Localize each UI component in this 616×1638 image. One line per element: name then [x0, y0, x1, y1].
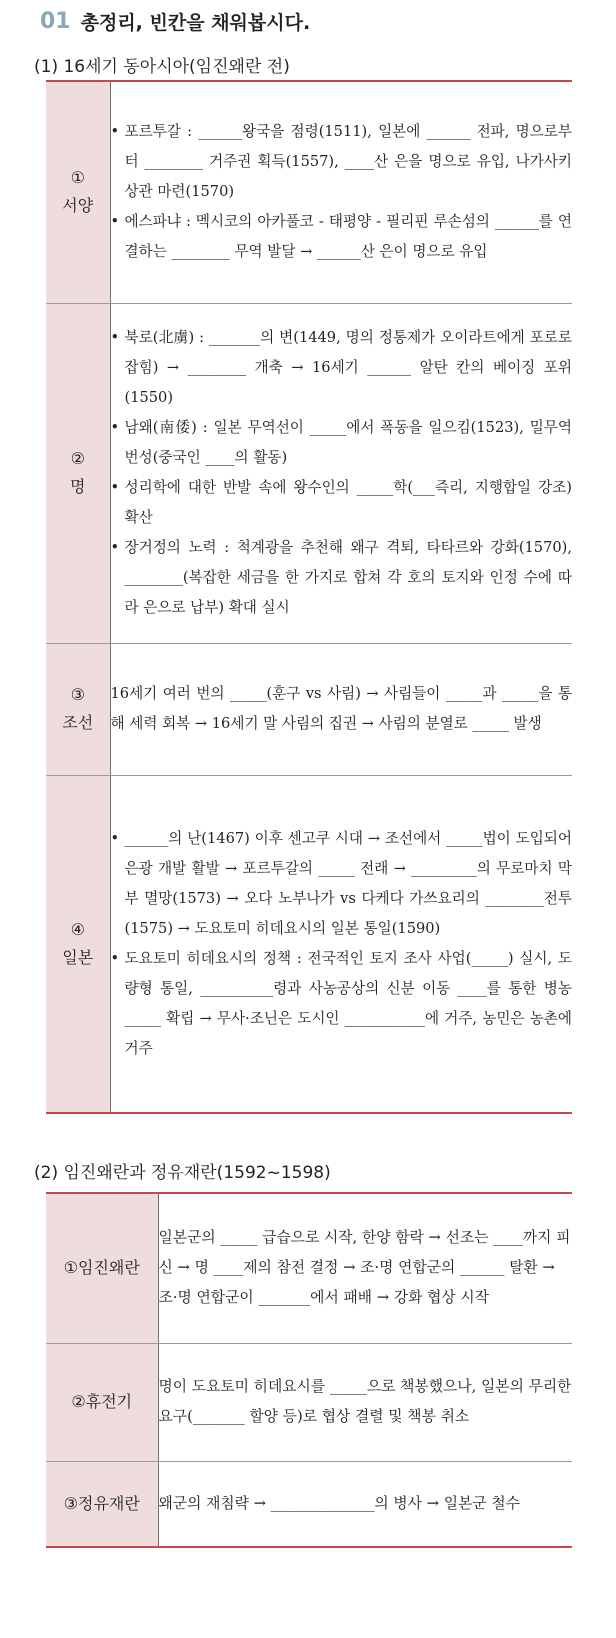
row-label-ming	[46, 303, 110, 643]
section1-table	[46, 80, 572, 1114]
row-title: 일본	[62, 947, 94, 967]
row-content-joseon: 16세기 여러 번의 _____(훈구 vs 사림) → 사림들이 _____과 _____을 통해 세력 회복 → 16세기 말 사림의 집권 → 사림의 분열로 _____ 발생	[110, 643, 572, 775]
row-content-imjin: 일본군의 _____ 급습으로 시작, 한양 함락 → 선조는 ____까지 피신 → 명 ____제의 참전 결정 → 조·명 연합군의 ______ 탈환 → 조·명 연합군이 _______에서 패배 → 강화 협상 시작	[158, 1193, 572, 1343]
exercise-header	[40, 6, 310, 36]
bullet-item: • 북로(北虜) : _______의 변(1449, 명의 정통제가 오이라트에게 포로로 잡힘) → ________ 개축 → 16세기 ______ 알탄 칸의 베이징 포위(1550)	[111, 323, 573, 413]
section2-title: (2) 임진왜란과 정유재란(1592~1598)	[34, 1163, 331, 1183]
section2-table	[46, 1192, 572, 1548]
row-label-truce: ②휴전기	[46, 1343, 158, 1461]
row-content-west	[110, 81, 572, 303]
table-row-truce	[46, 1343, 572, 1461]
bullet-item: • ______의 난(1467) 이후 센고쿠 시대 → 조선에서 _____법이 도입되어 은광 개발 활발 → 포르투갈의 _____ 전래 → _________의 무로마치 막부 멸망(1573) → 오다 노부나가 vs 다케다 가쓰요리의 ________전투(1575) → 도요토미 히데요시의 일본 통일(1590)	[111, 824, 573, 944]
row-title: 명	[70, 477, 86, 496]
row-label-imjin: ①임진왜란	[46, 1193, 158, 1343]
row-label-jeongyu: ③정유재란	[46, 1461, 158, 1547]
row-number: ①	[70, 168, 85, 188]
row-content-jeongyu: 왜군의 재침략 → ______________의 병사 → 일본군 철수	[158, 1461, 572, 1547]
row-title: 조선	[62, 713, 94, 732]
table-row-ming	[46, 303, 572, 643]
row-number: ④	[70, 919, 85, 939]
row-label-joseon	[46, 643, 110, 775]
row-content-japan	[110, 775, 572, 1113]
row-content-truce: 명이 도요토미 히데요시를 _____으로 책봉했으나, 일본의 무리한 요구(_______ 할양 등)로 협상 결렬 및 책봉 취소	[158, 1343, 572, 1461]
exercise-title: 총정리, 빈칸을 채워봅시다.	[80, 11, 311, 34]
exercise-number: 01	[40, 8, 71, 34]
table-row-jeongyu	[46, 1461, 572, 1547]
bullet-item: • 남왜(南倭) : 일본 무역선이 _____에서 폭동을 일으킴(1523), 밀무역 번성(중국인 ____의 활동)	[111, 413, 573, 473]
bullet-item: • 도요토미 히데요시의 정책 : 전국적인 토지 조사 사업(_____) 실시, 도량형 통일, __________령과 사농공상의 신분 이동 ____를 통한 병농 _____ 확립 → 무사·조닌은 도시인 ___________에 거주, 농민은 농촌에 거주	[111, 944, 573, 1064]
table-row-imjin	[46, 1193, 572, 1343]
row-number: ③	[70, 685, 85, 704]
bullet-item: • 성리학에 대한 반발 속에 왕수인의 _____학(___즉리, 지행합일 강조) 확산	[111, 473, 573, 533]
row-label-japan	[46, 775, 110, 1113]
row-content-ming	[110, 303, 572, 643]
table-row-joseon	[46, 643, 572, 775]
bullet-item: • 장거정의 노력 : 척계광을 추천해 왜구 격퇴, 타타르와 강화(1570), ________(복잡한 세금을 한 가지로 합쳐 각 호의 토지와 인정 수에 따라 은으로 납부) 확대 실시	[111, 533, 573, 623]
section1-title: (1) 16세기 동아시아(임진왜란 전)	[34, 57, 290, 77]
table-row-japan	[46, 775, 572, 1113]
table-row-west	[46, 81, 572, 303]
bullet-item: • 에스파냐 : 멕시코의 아카풀코 - 태평양 - 필리핀 루손섬의 ______를 연결하는 ________ 무역 발달 → ______산 은이 명으로 유입	[111, 207, 573, 267]
row-title: 서양	[62, 196, 94, 216]
bullet-item: • 포르투갈 : ______왕국을 점령(1511), 일본에 ______ 전파, 명으로부터 ________ 거주권 획득(1557), ____산 은을 명으로 유입, 나가사키 상관 마련(1570)	[111, 117, 573, 207]
row-label-west	[46, 81, 110, 303]
row-number: ②	[70, 449, 85, 468]
